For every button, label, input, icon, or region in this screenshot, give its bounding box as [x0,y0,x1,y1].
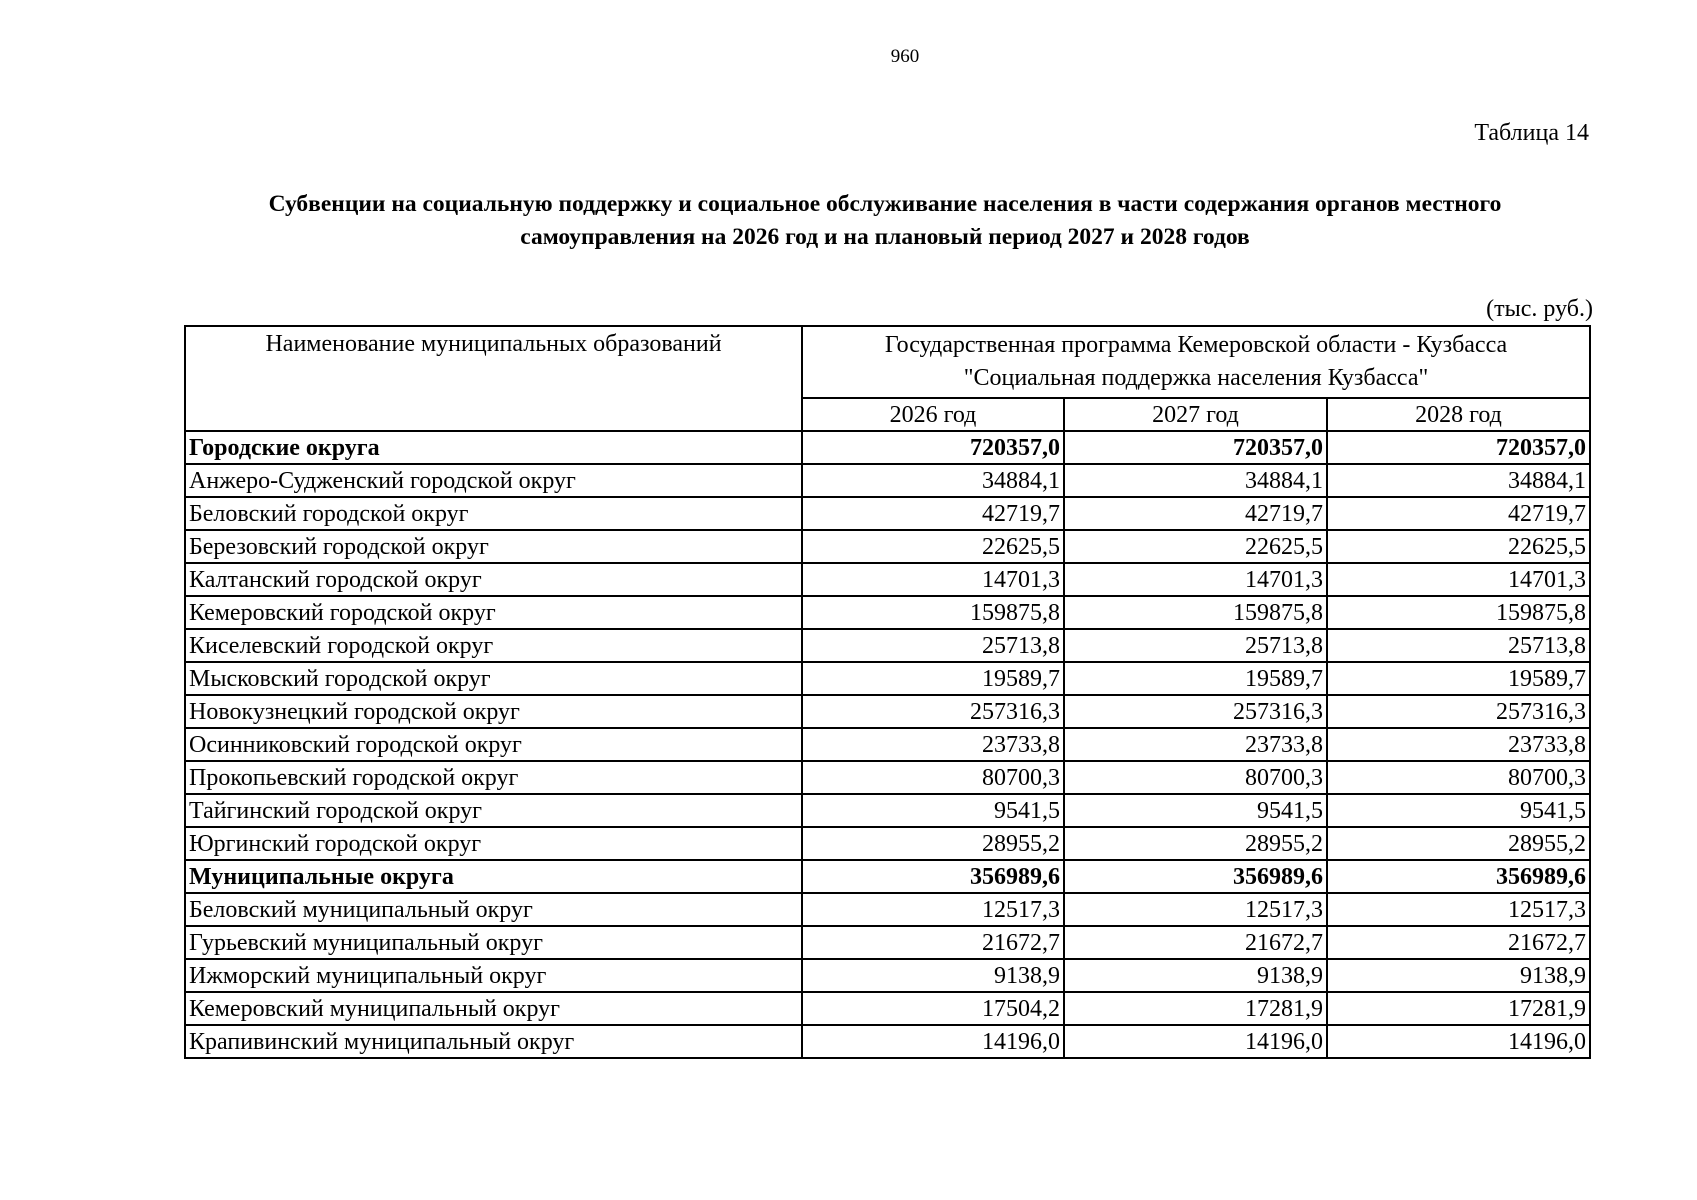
value-2026: 34884,1 [802,464,1064,497]
value-2028: 21672,7 [1327,926,1590,959]
value-2027: 12517,3 [1064,893,1327,926]
value-2026: 28955,2 [802,827,1064,860]
value-2028: 12517,3 [1327,893,1590,926]
value-2026: 17504,2 [802,992,1064,1025]
table-row [185,728,1590,761]
value-2028: 14701,3 [1327,563,1590,596]
table-row [185,926,1590,959]
table-row [185,563,1590,596]
row-name: Беловский муниципальный округ [185,893,802,926]
row-name: Беловский городской округ [185,497,802,530]
table-label: Таблица 14 [1474,120,1589,146]
value-2027: 23733,8 [1064,728,1327,761]
value-2026: 22625,5 [802,530,1064,563]
value-2028: 17281,9 [1327,992,1590,1025]
row-name: Прокопьевский городской округ [185,761,802,794]
value-2028: 159875,8 [1327,596,1590,629]
value-2026: 9541,5 [802,794,1064,827]
program-header-line-1: Государственная программа Кемеровской области - Кузбасса [884,332,1508,358]
value-2027: 80700,3 [1064,761,1327,794]
value-2026: 720357,0 [802,431,1064,464]
units-label: (тыс. руб.) [1486,296,1593,322]
table-row [185,497,1590,530]
table-row [185,827,1590,860]
value-2027: 257316,3 [1064,695,1327,728]
table-row [185,695,1590,728]
value-2027: 9541,5 [1064,794,1327,827]
value-2026: 19589,7 [802,662,1064,695]
value-2027: 25713,8 [1064,629,1327,662]
row-name: Кемеровский муниципальный округ [185,992,802,1025]
value-2026: 159875,8 [802,596,1064,629]
subsidies-table [184,325,1591,1059]
page-number: 960 [890,46,920,67]
year-header-2028: 2028 год [1327,398,1590,431]
table-header [185,326,1590,431]
table-body [185,431,1590,1058]
row-name: Березовский городской округ [185,530,802,563]
year-header-2027: 2027 год [1064,398,1327,431]
row-name: Ижморский муниципальный округ [185,959,802,992]
table-row [185,761,1590,794]
value-2028: 14196,0 [1327,1025,1590,1058]
row-name: Осинниковский городской округ [185,728,802,761]
table-row [185,530,1590,563]
value-2027: 21672,7 [1064,926,1327,959]
value-2028: 22625,5 [1327,530,1590,563]
table-row [185,629,1590,662]
value-2026: 80700,3 [802,761,1064,794]
value-2028: 9541,5 [1327,794,1590,827]
document-title-line-1: Субвенции на социальную поддержку и социальное обслуживание населения в части содержания органов местного [268,191,1502,217]
table-row [185,959,1590,992]
value-2026: 21672,7 [802,926,1064,959]
table-row-group [185,431,1590,464]
program-header-line-2: "Социальная поддержка населения Кузбасса" [963,365,1429,391]
row-name: Городские округа [185,431,802,464]
document-title [190,188,1580,254]
value-2026: 356989,6 [802,860,1064,893]
program-column-header [802,326,1590,398]
value-2027: 14196,0 [1064,1025,1327,1058]
table-row [185,662,1590,695]
row-name: Гурьевский муниципальный округ [185,926,802,959]
document-title-line-2: самоуправления на 2026 год и на плановый период 2027 и 2028 годов [520,224,1250,250]
row-name: Новокузнецкий городской округ [185,695,802,728]
row-name: Кемеровский городской округ [185,596,802,629]
value-2027: 356989,6 [1064,860,1327,893]
year-header-2026: 2026 год [802,398,1064,431]
value-2027: 14701,3 [1064,563,1327,596]
name-column-header: Наименование муниципальных образований [185,326,802,431]
value-2027: 34884,1 [1064,464,1327,497]
table-row [185,794,1590,827]
value-2028: 25713,8 [1327,629,1590,662]
table-row [185,1025,1590,1058]
table-row-group [185,860,1590,893]
value-2026: 14196,0 [802,1025,1064,1058]
value-2026: 9138,9 [802,959,1064,992]
table-row [185,596,1590,629]
value-2027: 159875,8 [1064,596,1327,629]
value-2026: 12517,3 [802,893,1064,926]
value-2028: 257316,3 [1327,695,1590,728]
value-2028: 42719,7 [1327,497,1590,530]
value-2027: 42719,7 [1064,497,1327,530]
value-2027: 19589,7 [1064,662,1327,695]
value-2026: 257316,3 [802,695,1064,728]
value-2028: 23733,8 [1327,728,1590,761]
value-2028: 28955,2 [1327,827,1590,860]
value-2027: 28955,2 [1064,827,1327,860]
row-name: Мысковский городской округ [185,662,802,695]
value-2028: 19589,7 [1327,662,1590,695]
value-2026: 42719,7 [802,497,1064,530]
value-2027: 9138,9 [1064,959,1327,992]
row-name: Анжеро-Судженский городской округ [185,464,802,497]
row-name: Юргинский городской округ [185,827,802,860]
value-2027: 22625,5 [1064,530,1327,563]
row-name: Муниципальные округа [185,860,802,893]
table-row [185,464,1590,497]
value-2026: 23733,8 [802,728,1064,761]
value-2027: 720357,0 [1064,431,1327,464]
value-2028: 80700,3 [1327,761,1590,794]
value-2026: 14701,3 [802,563,1064,596]
value-2027: 17281,9 [1064,992,1327,1025]
value-2028: 9138,9 [1327,959,1590,992]
value-2028: 34884,1 [1327,464,1590,497]
value-2028: 720357,0 [1327,431,1590,464]
row-name: Киселевский городской округ [185,629,802,662]
row-name: Калтанский городской округ [185,563,802,596]
value-2026: 25713,8 [802,629,1064,662]
value-2028: 356989,6 [1327,860,1590,893]
row-name: Тайгинский городской округ [185,794,802,827]
row-name: Крапивинский муниципальный округ [185,1025,802,1058]
table-row [185,893,1590,926]
table-row [185,992,1590,1025]
